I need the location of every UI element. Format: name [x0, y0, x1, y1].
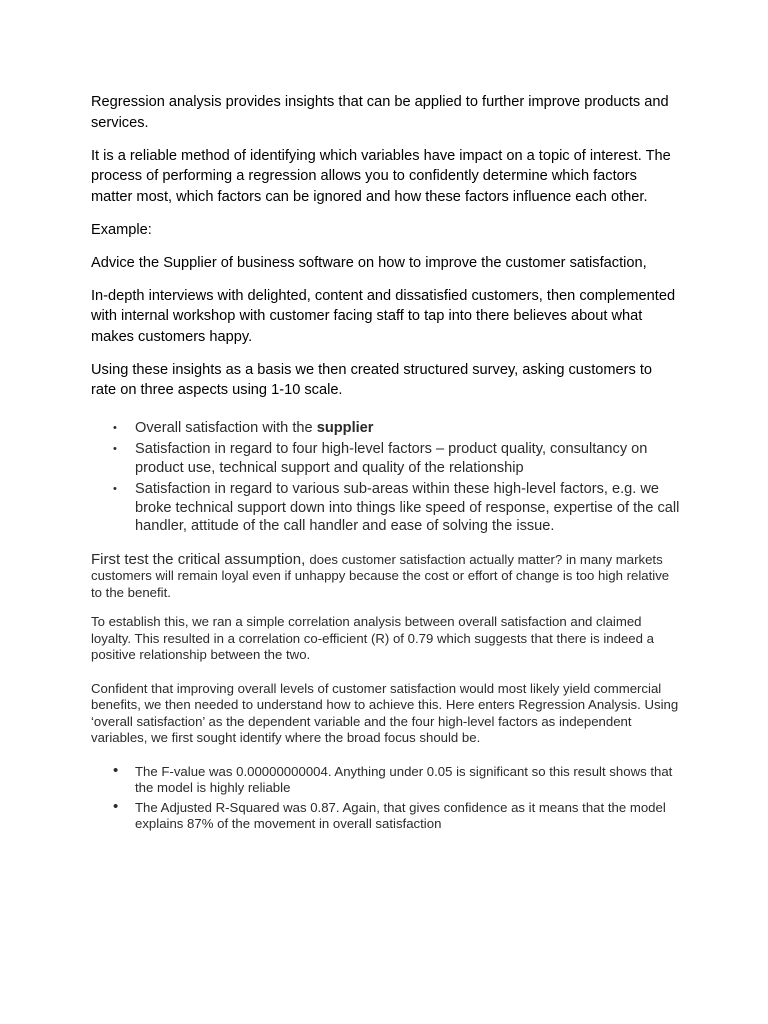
- bullet-icon: •: [113, 483, 117, 495]
- results-list: [91, 761, 681, 833]
- aspect-text: Satisfaction in regard to four high-level factors – product quality, consultancy on product use, technical support and quality of the relationship: [135, 441, 648, 476]
- paragraph-method: It is a reliable method of identifying which variables have impact on a topic of interest. The process of performing a regression allows you to confidently determine which factors matter most, which factors can be ignored and how these factors influence each other.: [91, 147, 671, 205]
- aspects-list: [91, 419, 681, 536]
- paragraph-regression: Confident that improving overall levels of customer satisfaction would most likely yield commercial benefits, we then needed to understand how to achieve this. Here enters Regression Analysis. Using ‘overall satisfaction’ as the dependent variable and the four high-level factors as independent variables, we first sought identify where the broad focus should be.: [91, 680, 679, 745]
- list-item: [91, 440, 681, 477]
- aspect-bold-text: supplier: [316, 419, 374, 436]
- bullet-icon: •: [113, 421, 117, 434]
- document-page: [91, 92, 681, 836]
- aspect-text: Satisfaction in regard to various sub-areas within these high-level factors, e.g. we broke technical support down into things like speed of response, expertise of the call handler, attitude of the call handler and ease of solving the issue.: [135, 481, 680, 534]
- paragraph-intro: Regression analysis provides insights that can be applied to further improve products and services.: [91, 94, 669, 131]
- paragraph-advice: Advice the Supplier of business software on how to improve the customer satisfaction,: [91, 254, 647, 271]
- paragraph-assumption: [91, 552, 681, 602]
- bullet-icon: •: [113, 443, 117, 455]
- result-text: The F-value was 0.00000000004. Anything under 0.05 is significant so this result shows that the model is highly reliable: [135, 763, 673, 795]
- paragraph-survey: Using these insights as a basis we then created structured survey, asking customers to rate on three aspects using 1-10 scale.: [91, 361, 653, 398]
- paragraph-interviews: In-depth interviews with delighted, content and dissatisfied customers, then complemented with internal workshop with customer facing staff to tap into there believes about what makes customers happy.: [91, 287, 676, 345]
- bullet-icon: •: [113, 761, 119, 779]
- paragraph-correlation: To establish this, we ran a simple correlation analysis between overall satisfaction and claimed loyalty. This resulted in a correlation co-efficient (R) of 0.79 which suggests that there is indeed a positive relationship between the two.: [91, 614, 654, 662]
- result-text: The Adjusted R-Squared was 0.87. Again, that gives confidence as it means that the model explains 87% of the movement in overall satisfaction: [135, 799, 666, 831]
- bullet-icon: •: [113, 797, 119, 815]
- list-item: [91, 419, 681, 438]
- assumption-rest: does customer satisfaction actually matter? in many markets customers will remain loyal even if unhappy because the cost or effort of change is too high relative to the benefit.: [91, 551, 670, 600]
- list-item: [91, 761, 681, 797]
- list-item: [91, 480, 681, 536]
- list-item: [91, 797, 681, 833]
- assumption-lead: First test the critical assumption,: [91, 550, 310, 568]
- paragraph-example-label: Example:: [91, 221, 152, 238]
- aspect-text: Overall satisfaction with the: [135, 419, 317, 436]
